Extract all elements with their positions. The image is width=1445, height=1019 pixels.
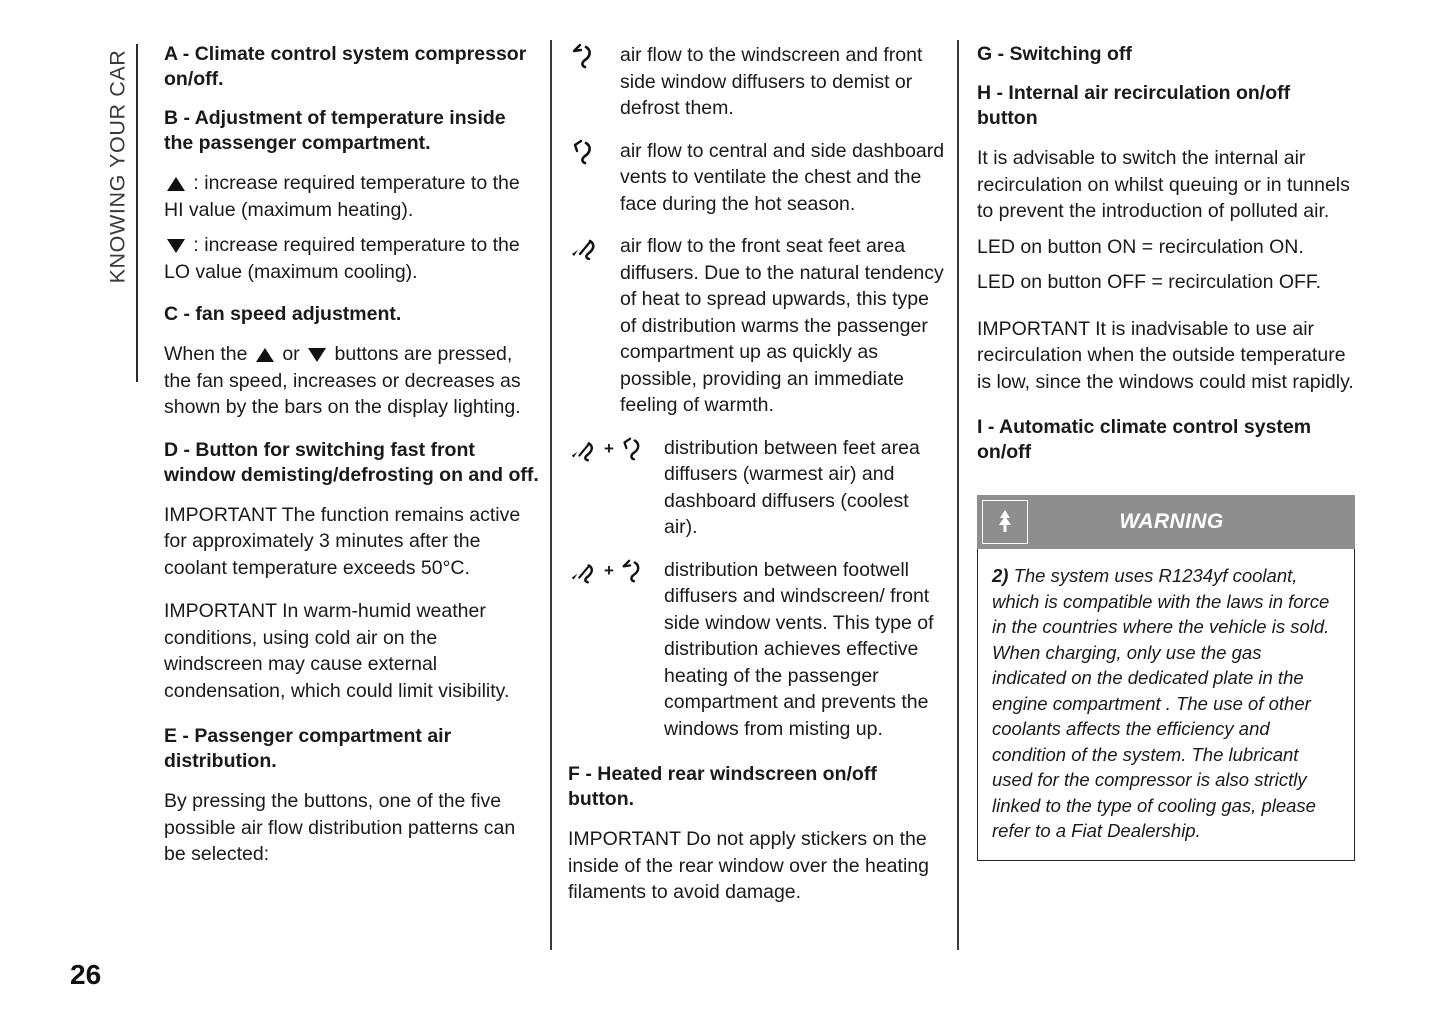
windscreen-defrost-airflow-icon	[618, 558, 646, 589]
paragraph-h-led-off: LED on button OFF = recirculation OFF.	[977, 271, 1322, 293]
paragraph-h: It is advisable to switch the internal air recirculation on whilst queuing or in tunnels to prevent the introduction of polluted air.	[977, 147, 1350, 222]
icon-group	[568, 435, 664, 467]
icon-group	[568, 233, 620, 265]
paragraph-c-text-1: When the	[164, 343, 248, 365]
airflow-item-text: air flow to central and side dashboard vents to ventilate the chest and the face during the hot season.	[620, 139, 945, 215]
heading-d: D - Button for switching fast front window demisting/defrosting on and off.	[164, 438, 539, 486]
paragraph-b-increase	[164, 170, 539, 223]
paragraph-c-text-2: buttons are pressed, the fan speed, increases or decreases as shown by the bars on the display lighting.	[164, 343, 521, 418]
paragraph-e: By pressing the buttons, one of the five possible air flow distribution patterns can be selected:	[164, 790, 516, 865]
triangle-down-icon	[167, 239, 185, 253]
column-divider-2	[957, 40, 959, 950]
windscreen-defrost-airflow-icon	[568, 43, 598, 74]
warning-text: The system uses R1234yf coolant, which is compatible with the laws in force in the countries where the vehicle is sold. When charging, only use the gas indicated on the dedicated plate in the engine compartment . The use of other coolants affects the efficiency and condition of the system. The lubricant used for the compressor is also strictly linked to the type of cooling gas, please refer to a Fiat Dealership.	[992, 565, 1330, 841]
column-divider-1	[550, 40, 552, 950]
dashboard-vent-airflow-icon	[568, 139, 598, 170]
triangle-up-icon	[167, 177, 185, 191]
triangle-up-icon	[256, 348, 274, 362]
airflow-item	[568, 42, 946, 122]
paragraph-c-or: or	[282, 343, 300, 365]
paragraph-c	[164, 341, 539, 421]
column-three	[977, 42, 1355, 861]
paragraph-d-important-1: IMPORTANT The function remains active for approximately 3 minutes after the coolant temperature exceeds 50°C.	[164, 503, 521, 579]
paragraph-h-led-on: LED on button ON = recirculation ON.	[977, 235, 1304, 258]
warning-symbol-icon	[982, 500, 1028, 544]
column-two	[568, 42, 946, 923]
airflow-item	[568, 138, 946, 218]
warning-header	[977, 495, 1355, 549]
paragraph-b-decrease	[164, 232, 539, 285]
footwell-airflow-icon	[568, 558, 600, 589]
airflow-item-text: distribution between feet area diffusers (warmest air) and dashboard diffusers (coolest air).	[664, 436, 920, 538]
dashboard-vent-airflow-icon	[618, 436, 646, 467]
footwell-airflow-icon	[568, 436, 600, 467]
footwell-airflow-icon	[568, 234, 602, 265]
paragraph-b-increase-text: : increase required temperature to the HI value (maximum heating).	[164, 172, 520, 221]
warning-marker: 2)	[992, 565, 1009, 586]
icon-group	[568, 557, 664, 589]
heading-i: I - Automatic climate control system on/off	[977, 416, 1312, 463]
heading-b: B - Adjustment of temperature inside the passenger compartment.	[164, 107, 506, 154]
paragraph-b-decrease-text: : increase required temperature to the LO value (maximum cooling).	[164, 234, 520, 283]
plus-sign: +	[604, 438, 614, 458]
column-one	[164, 42, 539, 885]
paragraph-d-important-2: IMPORTANT In warm-humid weather conditions, using cold air on the windscreen may cause external condensation, which could limit visibility.	[164, 600, 510, 702]
page-number: 26	[70, 959, 102, 990]
plus-sign: +	[604, 560, 614, 580]
airflow-item-text: air flow to the front seat feet area diffusers. Due to the natural tendency of heat to spread upwards, this type of distribution warms the passenger compartment up as quickly as possible, providing an immediate feeling of warmth.	[620, 235, 944, 416]
airflow-item	[568, 435, 946, 541]
heading-a: A - Climate control system compressor on/off.	[164, 43, 527, 90]
chapter-rail	[78, 44, 138, 384]
icon-group	[568, 42, 620, 74]
airflow-item-text: distribution between footwell diffusers and windscreen/ front side window vents. This type of distribution achieves effective heating of the passenger compartment and prevents the windows from misting up.	[664, 558, 934, 740]
heading-g: G - Switching off	[977, 43, 1132, 65]
heading-e: E - Passenger compartment air distribution.	[164, 725, 452, 772]
warning-body	[977, 549, 1355, 861]
triangle-down-icon	[308, 348, 326, 362]
paragraph-f-important: IMPORTANT Do not apply stickers on the inside of the rear window over the heating filaments to avoid damage.	[568, 828, 929, 903]
paragraph-h-important: IMPORTANT It is inadvisable to use air recirculation when the outside temperature is low, since the windows could mist rapidly.	[977, 317, 1354, 393]
heading-c: C - fan speed adjustment.	[164, 303, 402, 325]
warning-title: WARNING	[1119, 510, 1224, 533]
chapter-rule	[136, 44, 138, 382]
heading-f: F - Heated rear windscreen on/off button.	[568, 763, 877, 810]
icon-group	[568, 138, 620, 170]
heading-h: H - Internal air recirculation on/off button	[977, 82, 1291, 129]
airflow-item	[568, 233, 946, 419]
airflow-item-text: air flow to the windscreen and front side window diffusers to demist or defrost them.	[620, 44, 923, 119]
chapter-label: KNOWING YOUR CAR	[105, 49, 130, 284]
airflow-item	[568, 557, 946, 743]
